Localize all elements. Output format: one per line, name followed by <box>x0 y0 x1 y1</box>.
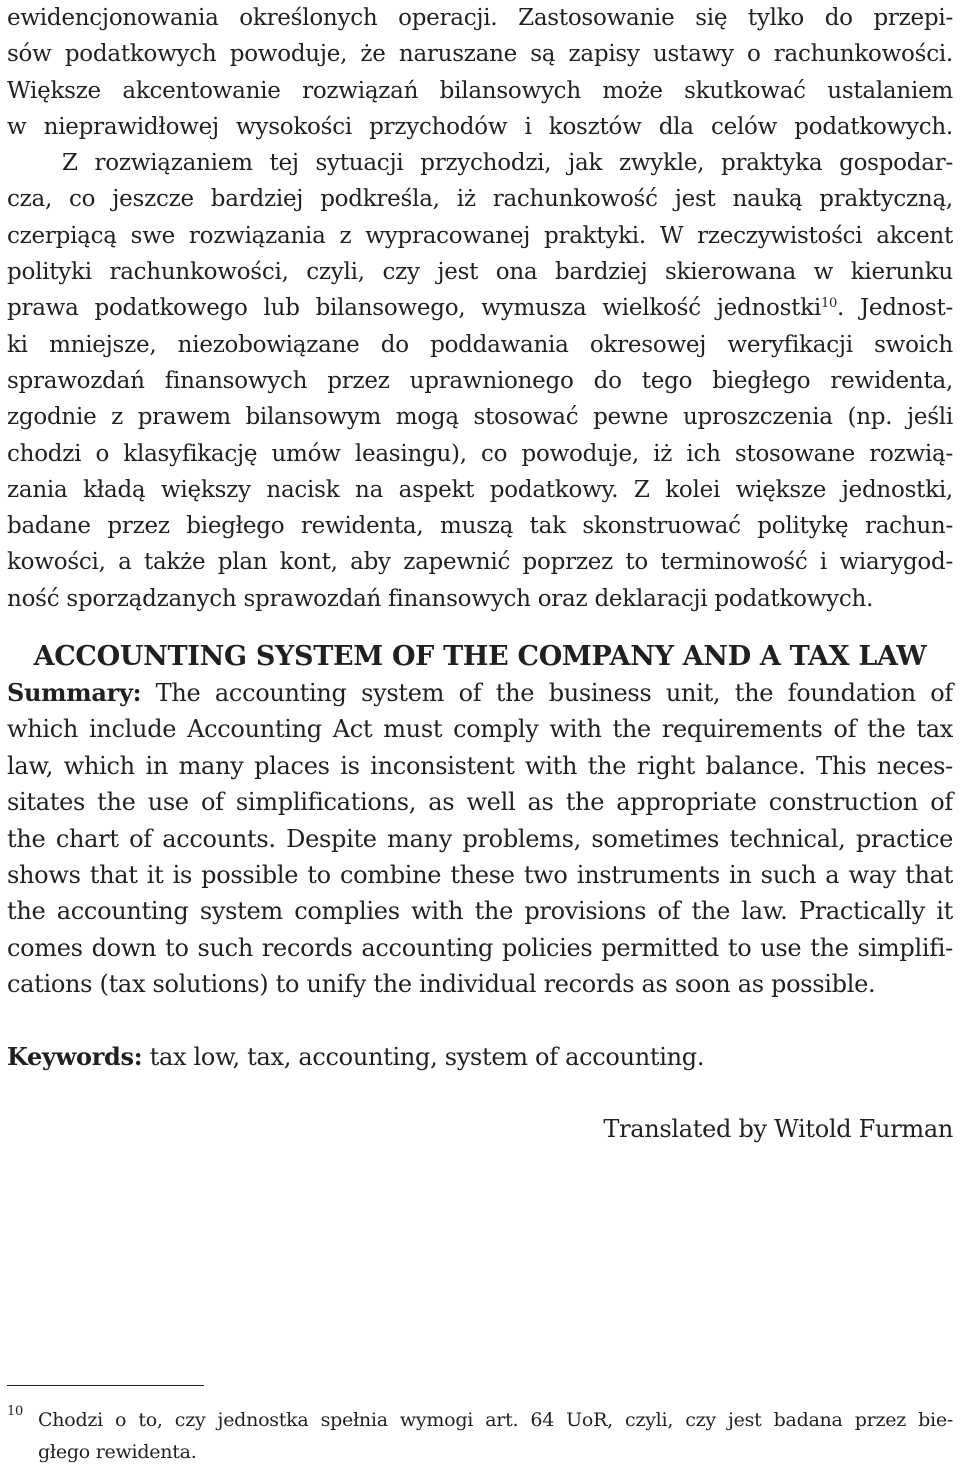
polish-paragraph-2 <box>7 145 953 617</box>
text-segment: . Jednost- <box>837 295 953 322</box>
text-line: zania kładą większy nacisk na aspekt podatkowy. Z kolei większe jednostki, <box>7 476 953 503</box>
text-line: polityki rachunkowości, czyli, czy jest ona bardziej skierowana w kierunku <box>7 259 953 286</box>
text-line: the accounting system complies with the provisions of the law. Practically it <box>7 897 953 926</box>
footnote-line: Chodzi o to, czy jednostka spełnia wymogi art. 64 UoR, czyli, czy jest badana przez bie- <box>38 1409 953 1431</box>
footnote-divider <box>7 1385 204 1386</box>
footnote-body <box>38 1404 953 1468</box>
text-segment: The accounting system of the business unit, the foundation of <box>141 679 953 708</box>
summary-paragraph <box>7 675 953 1003</box>
text-line: kowości, a także plan kont, aby zapewnić poprzez to terminowość i wiarygod- <box>7 549 953 576</box>
text-line: law, which in many places is inconsistent with the right balance. This neces- <box>7 751 953 780</box>
text-line: ki mniejsze, niezobowiązane do poddawania okresowej weryfikacji swoich <box>7 331 953 358</box>
text-line: zgodnie z prawem bilansowym mogą stosować pewne uproszczenia (np. jeśli <box>7 404 953 431</box>
footnote-number: 10 <box>7 1404 24 1419</box>
page-body <box>7 0 953 1147</box>
text-line: shows that it is possible to combine these two instruments in such a way that <box>7 861 953 889</box>
footnote-reference: 10 <box>820 296 837 312</box>
text-line: sprawozdań finansowych przez uprawnionego do tego biegłego rewidenta, <box>7 367 953 394</box>
translator-credit: Translated by Witold Furman <box>603 1114 953 1143</box>
text-line: which include Accounting Act must comply with the requirements of the tax <box>7 715 953 744</box>
text-line: cza, co jeszcze bardziej podkreśla, iż rachunkowość jest nauką praktyczną, <box>7 186 953 213</box>
text-line: the chart of accounts. Despite many problems, sometimes technical, practice <box>7 824 953 853</box>
text-line: cations (tax solutions) to unify the individual records as soon as possible. <box>7 970 876 999</box>
text-line <box>7 675 953 711</box>
text-line-with-footnote-ref <box>7 290 953 326</box>
summary-label: Summary: <box>7 678 142 708</box>
section-heading: ACCOUNTING SYSTEM OF THE COMPANY AND A TAX LAW <box>33 641 927 673</box>
text-line: czerpiącą swe rozwiązania z wypracowanej praktyki. W rzeczywistości akcent <box>7 222 953 249</box>
text-line: ność sporządzanych sprawozdań finansowych oraz deklaracji podatkowych. <box>7 585 874 612</box>
text-line: badane przez biegłego rewidenta, muszą tak skonstruować politykę rachun- <box>7 513 953 540</box>
text-line: Większe akcentowanie rozwiązań bilansowych może skutkować ustalaniem <box>7 77 953 104</box>
text-line: w nieprawidłowej wysokości przychodów i kosztów dla celów podatkowych. <box>7 113 953 140</box>
keywords-text: tax low, tax, accounting, system of accounting. <box>142 1042 705 1071</box>
text-line: comes down to such records accounting policies permitted to use the simplifi- <box>7 933 953 962</box>
keywords-label: Keywords: <box>7 1041 143 1071</box>
text-line: Z rozwiązaniem tej sytuacji przychodzi, jak zwykle, praktyka gospodar- <box>62 150 953 177</box>
text-line: sów podatkowych powoduje, że naruszane są zapisy ustawy o rachunkowości. <box>7 41 953 68</box>
text-line: ewidencjonowania określonych operacji. Zastosowanie się tylko do przepi- <box>7 5 953 31</box>
footnote <box>7 1404 953 1468</box>
keywords-line <box>7 1039 953 1075</box>
text-line: chodzi o klasyfikację umów leasingu), co powoduje, iż ich stosowane rozwią- <box>7 440 953 467</box>
text-line: sitates the use of simplifications, as well as the appropriate construction of <box>7 788 953 817</box>
polish-paragraph <box>7 0 953 145</box>
text-segment: prawa podatkowego lub bilansowego, wymusza wielkość jednostki <box>7 295 821 322</box>
footnote-line: głego rewidenta. <box>38 1441 197 1463</box>
